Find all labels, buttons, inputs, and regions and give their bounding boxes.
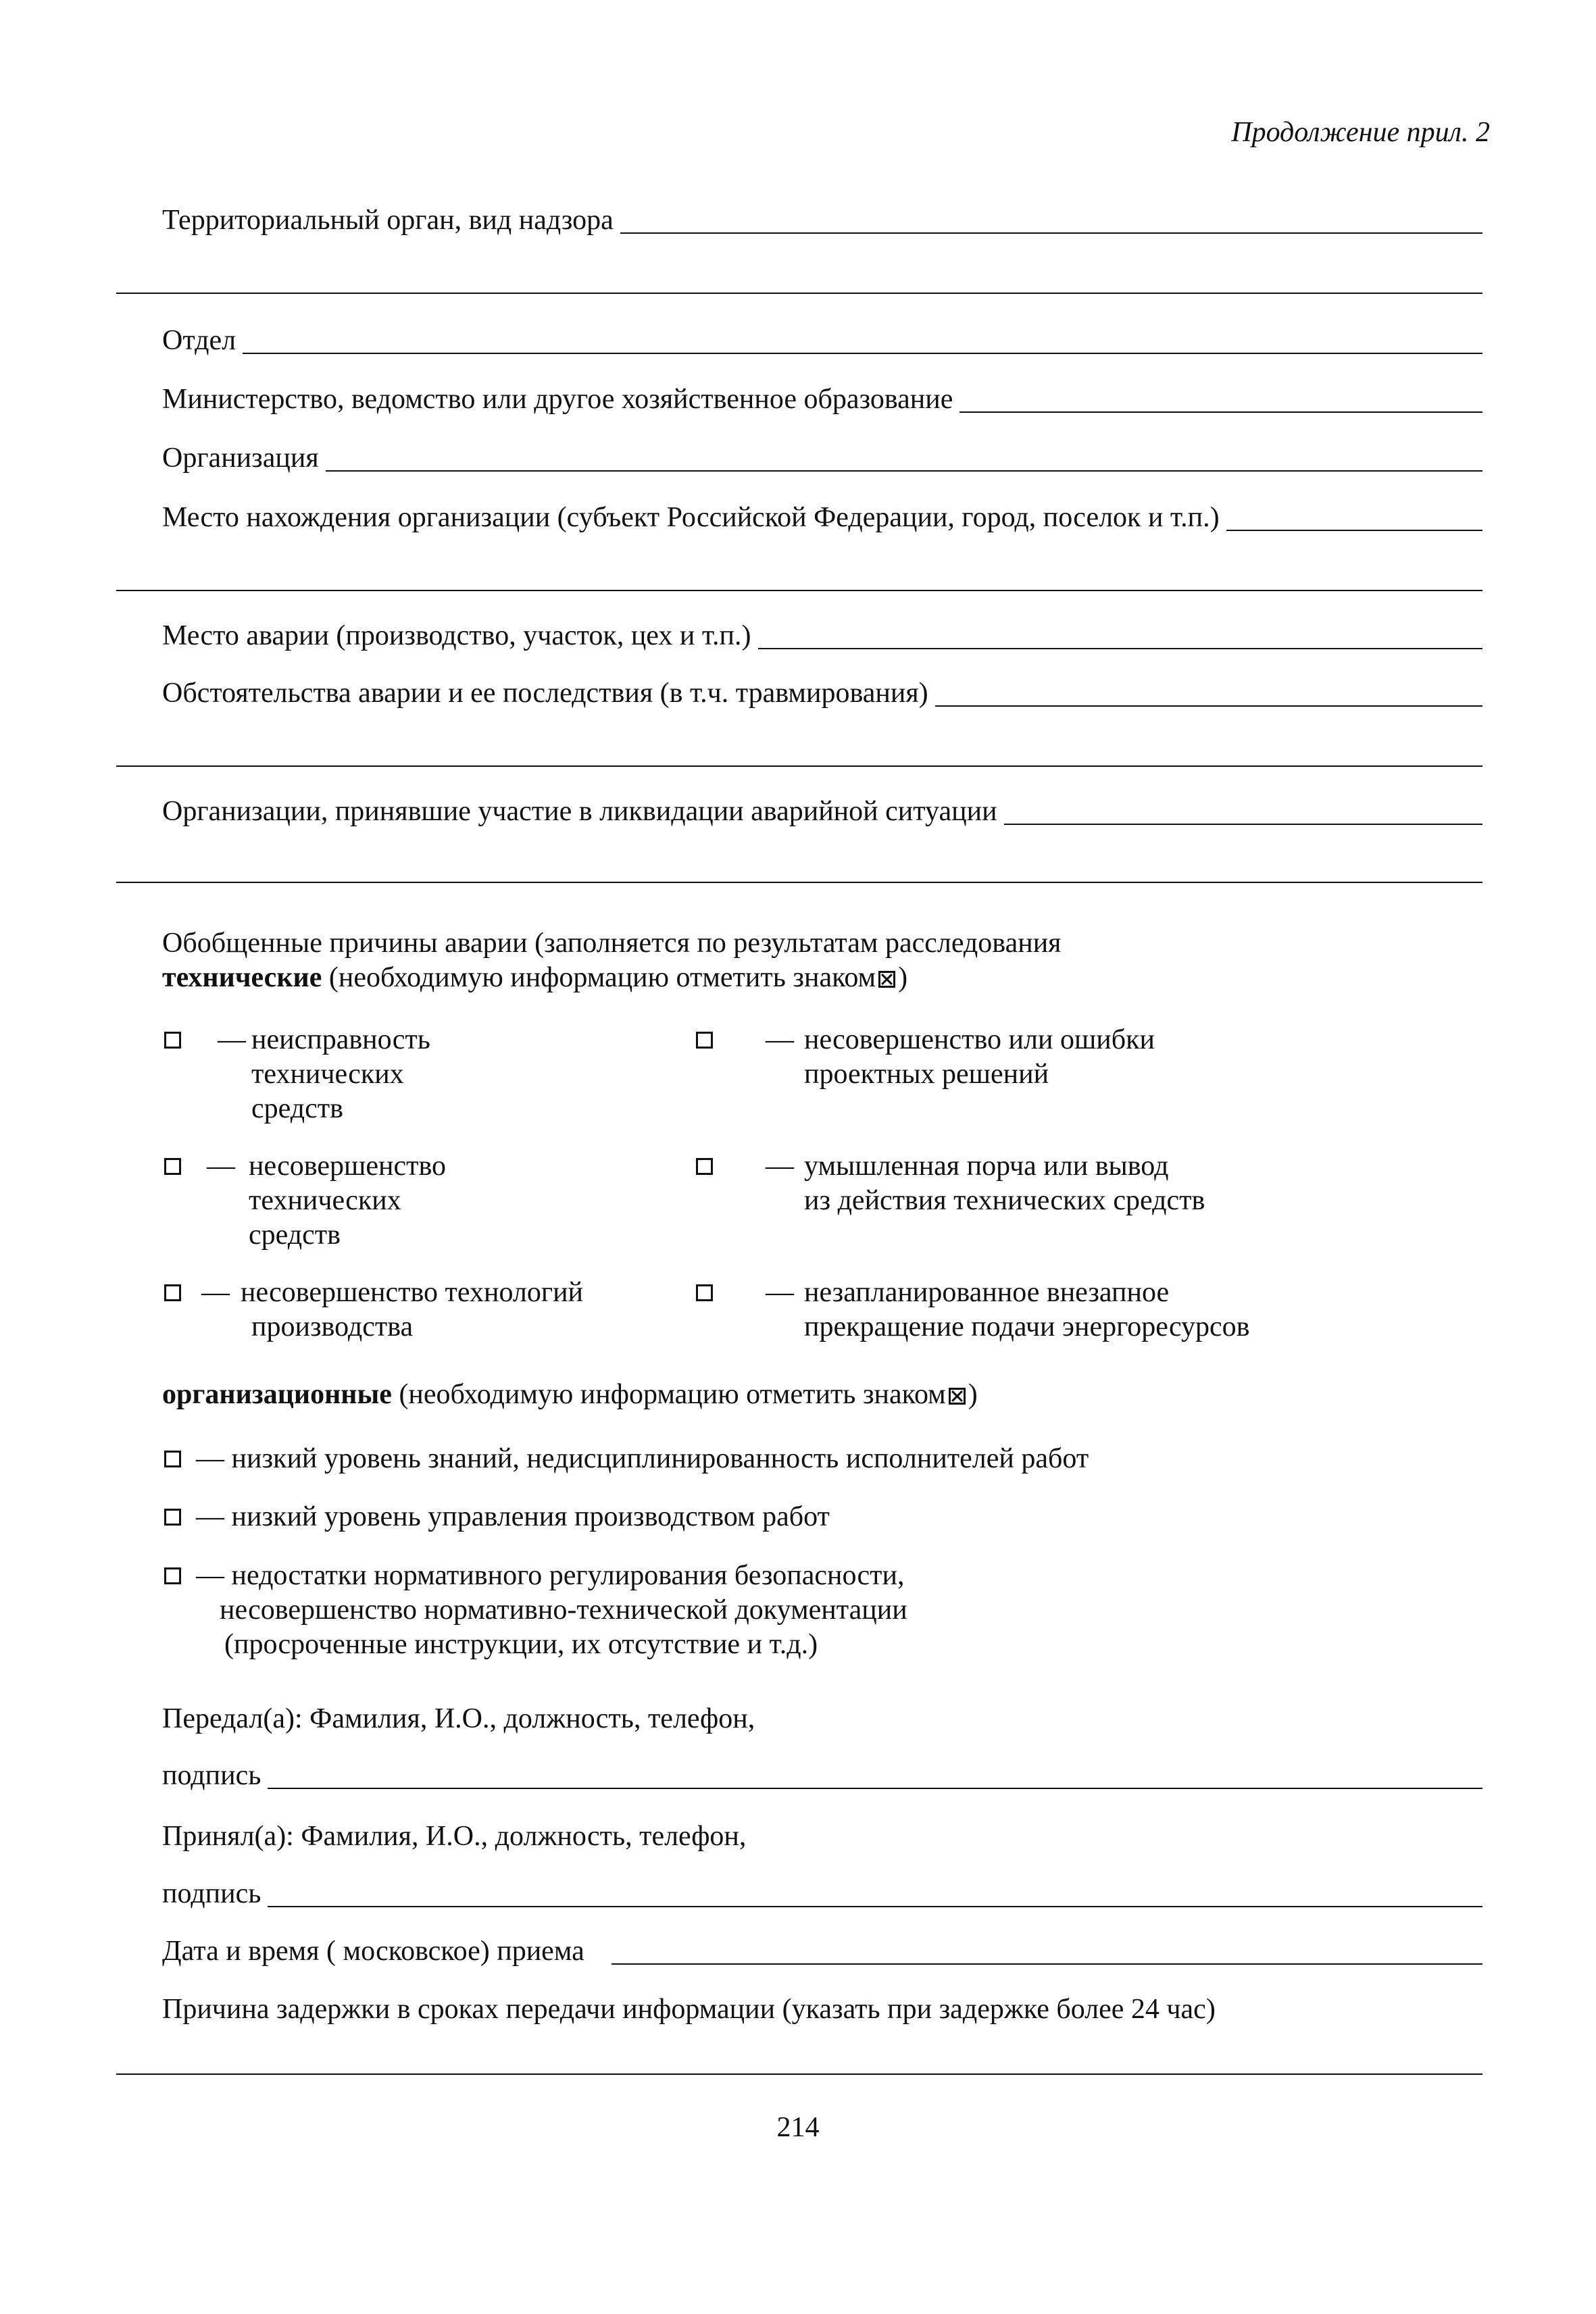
org-location-field <box>162 500 1482 535</box>
liquidation-orgs-field <box>162 794 1482 829</box>
causes-intro: Обобщенные причины аварии (заполняется по результатам расследования <box>162 928 1062 959</box>
option-dash: — <box>218 1024 246 1055</box>
option-text-line: средств <box>249 1219 341 1251</box>
technical-instruction: (необходимую информацию отметить знаком <box>328 962 876 993</box>
option-dash: — <box>766 1024 794 1055</box>
checked-box-icon <box>949 1388 966 1405</box>
checkbox[interactable] <box>696 1158 713 1175</box>
checkbox[interactable] <box>164 1158 181 1175</box>
page-header: Продолжение прил. 2 <box>1231 117 1490 148</box>
option-text-line: неисправность <box>251 1024 430 1055</box>
option-text-line: технических <box>251 1059 404 1090</box>
territorial-body-field <box>162 203 1482 238</box>
received-by-label: Принял(а): Фамилия, И.О., должность, телефон, <box>162 1821 747 1852</box>
option-text-line: прекращение подачи энергоресурсов <box>804 1311 1250 1342</box>
option-text-line: проектных решений <box>804 1059 1049 1090</box>
option-text-line: несовершенство или ошибки <box>804 1024 1155 1055</box>
fill-line[interactable] <box>620 232 1482 234</box>
field-label: Место нахождения организации (субъект Российской Федерации, город, поселок и т.п.) <box>162 502 1220 533</box>
field-label: Министерство, ведомство или другое хозяйственное образование <box>162 384 953 415</box>
fill-line[interactable] <box>116 765 1482 767</box>
field-label: Организации, принявшие участие в ликвидации аварийной ситуации <box>162 796 997 827</box>
option-text-line: производства <box>251 1311 414 1342</box>
option-text-line: из действия технических средств <box>804 1185 1205 1216</box>
option-text-line: несовершенство технологий <box>241 1277 584 1308</box>
organizational-heading: организационные (необходимую информацию отметить знаком ) <box>162 1379 978 1410</box>
option-text-line: несовершенство нормативно-технической документации <box>220 1594 907 1626</box>
page-number: 214 <box>776 2112 820 2143</box>
circumstances-field <box>162 676 1482 711</box>
option-text-line: технических <box>249 1185 401 1216</box>
option-text-line: незапланированное внезапное <box>804 1277 1170 1308</box>
organizational-instruction: (необходимую информацию отметить знаком <box>399 1379 946 1410</box>
signature-field <box>162 1758 1482 1793</box>
fill-line[interactable] <box>116 882 1482 883</box>
department-field <box>162 323 1482 358</box>
option-dash: — <box>207 1151 235 1182</box>
option-text-line: несовершенство <box>249 1151 447 1182</box>
ministry-field <box>162 382 1482 417</box>
field-label: Обстоятельства аварии и ее последствия (в т.ч. травмирования) <box>162 678 928 709</box>
fill-line[interactable] <box>243 353 1482 354</box>
signature-field <box>162 1876 1482 1911</box>
delay-reason-label: Причина задержки в сроках передачи информации (указать при задержке более 24 час) <box>162 1994 1216 2025</box>
technical-heading: технические (необходимую информацию отметить знаком ) <box>162 962 908 993</box>
accident-place-field <box>162 618 1482 653</box>
field-label: Дата и время ( московское) приема <box>162 1936 584 1967</box>
checkbox[interactable] <box>696 1284 713 1301</box>
checkbox[interactable] <box>164 1284 181 1301</box>
fill-line[interactable] <box>612 1963 1482 1965</box>
technical-label: технические <box>162 962 322 993</box>
checkbox[interactable] <box>164 1567 181 1584</box>
fill-line[interactable] <box>116 590 1482 591</box>
field-label: Место аварии (производство, участок, цех и т.п.) <box>162 620 751 651</box>
checked-box-icon <box>878 971 895 988</box>
fill-line[interactable] <box>959 411 1482 413</box>
checkbox[interactable] <box>696 1032 713 1049</box>
field-label: подпись <box>162 1760 261 1791</box>
field-label: подпись <box>162 1878 261 1909</box>
fill-line[interactable] <box>116 293 1482 294</box>
option-text-line: средств <box>251 1093 343 1124</box>
option-text-line: (просроченные инструкции, их отсутствие и т.д.) <box>224 1629 818 1660</box>
organizational-label: организационные <box>162 1379 392 1410</box>
fill-line[interactable] <box>1226 530 1482 531</box>
fill-line[interactable] <box>1004 824 1482 825</box>
fill-line[interactable] <box>935 705 1482 707</box>
organization-field <box>162 441 1482 476</box>
option-text-line: — низкий уровень управления производством работ <box>196 1501 830 1532</box>
option-dash: — <box>201 1277 230 1308</box>
option-dash: — <box>766 1151 794 1182</box>
checkbox[interactable] <box>164 1509 181 1526</box>
checkbox[interactable] <box>164 1032 181 1049</box>
option-text-line: — недостатки нормативного регулирования безопасности, <box>196 1560 905 1591</box>
field-label: Отдел <box>162 325 236 356</box>
datetime-field <box>162 1934 1482 1969</box>
option-dash: — <box>766 1277 794 1308</box>
fill-line[interactable] <box>268 1788 1482 1789</box>
fill-line[interactable] <box>326 470 1482 472</box>
fill-line[interactable] <box>758 648 1482 649</box>
checkbox[interactable] <box>164 1451 181 1467</box>
fill-line[interactable] <box>268 1906 1482 1907</box>
sent-by-label: Передал(а): Фамилия, И.О., должность, телефон, <box>162 1703 755 1734</box>
fill-line[interactable] <box>116 2073 1482 2075</box>
field-label: Территориальный орган, вид надзора <box>162 205 614 236</box>
option-text-line: — низкий уровень знаний, недисциплинированность исполнителей работ <box>196 1443 1089 1474</box>
option-text-line: умышленная порча или вывод <box>804 1151 1169 1182</box>
field-label: Организация <box>162 443 319 474</box>
